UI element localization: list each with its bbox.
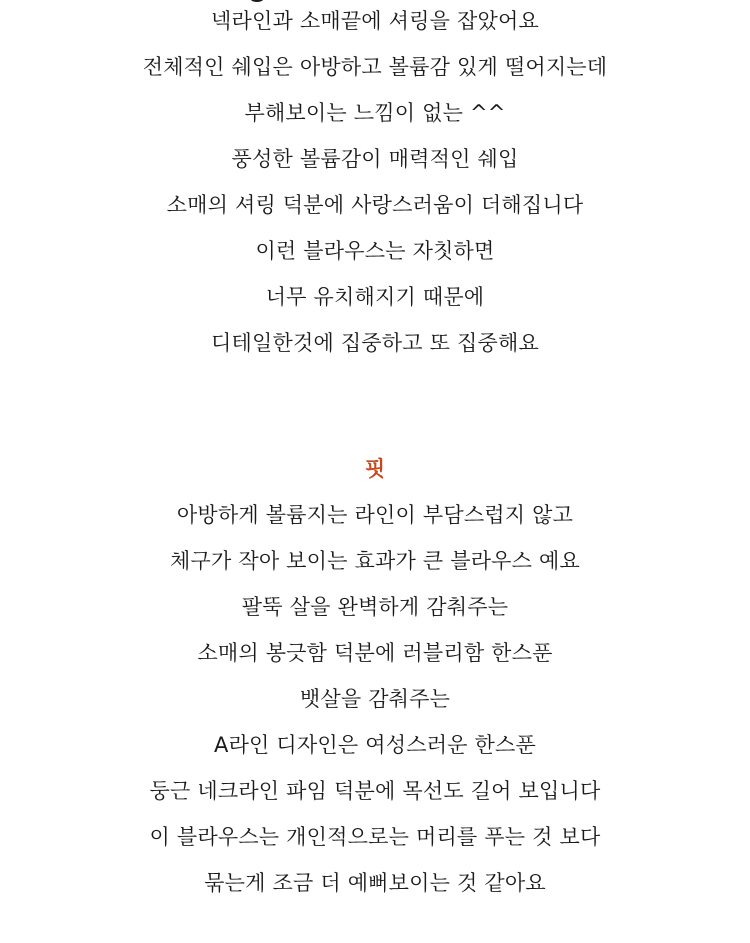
intro-line: 풍성한 볼륨감이 매력적인 쉐입 xyxy=(231,147,519,171)
intro-line: 소매의 셔링 덕분에 사랑스러움이 더해집니다 xyxy=(166,193,584,217)
intro-line: 이런 블라우스는 자칫하면 xyxy=(255,239,495,263)
section-heading-fit: 핏 xyxy=(364,457,386,481)
intro-line: 전체적인 쉐입은 아방하고 볼륨감 있게 떨어지는데 xyxy=(142,55,608,79)
fit-line: 아방하게 볼륨지는 라인이 부담스럽지 않고 xyxy=(176,503,574,527)
intro-section xyxy=(0,0,750,366)
fit-line: 묶는게 조금 더 예뻐보이는 것 같아요 xyxy=(204,871,546,895)
fit-line: 이 블라우스는 개인적으로는 머리를 푸는 것 보다 xyxy=(149,825,601,849)
fit-line: 둥근 네크라인 파임 덕분에 목선도 길어 보입니다 xyxy=(149,779,601,803)
intro-line: 디테일한것에 집중하고 또 집중해요 xyxy=(211,331,539,355)
fit-line: 팔뚝 살을 완벽하게 감춰주는 xyxy=(241,595,509,619)
intro-line: 너무 유치해지기 때문에 xyxy=(265,285,485,309)
fit-line: 체구가 작아 보이는 효과가 큰 블라우스 예요 xyxy=(170,549,580,573)
fit-line: A라인 디자인은 여성스러운 한스푼 xyxy=(214,733,536,757)
fit-line: 소매의 봉긋함 덕분에 러블리함 한스푼 xyxy=(197,641,553,665)
intro-line: 부해보이는 느낌이 없는 ^^ xyxy=(244,101,506,125)
fit-line: 뱃살을 감춰주는 xyxy=(299,687,451,711)
intro-line: 넥라인과 소매끝에 셔링을 잡았어요 xyxy=(211,9,539,33)
fit-section xyxy=(0,446,750,906)
